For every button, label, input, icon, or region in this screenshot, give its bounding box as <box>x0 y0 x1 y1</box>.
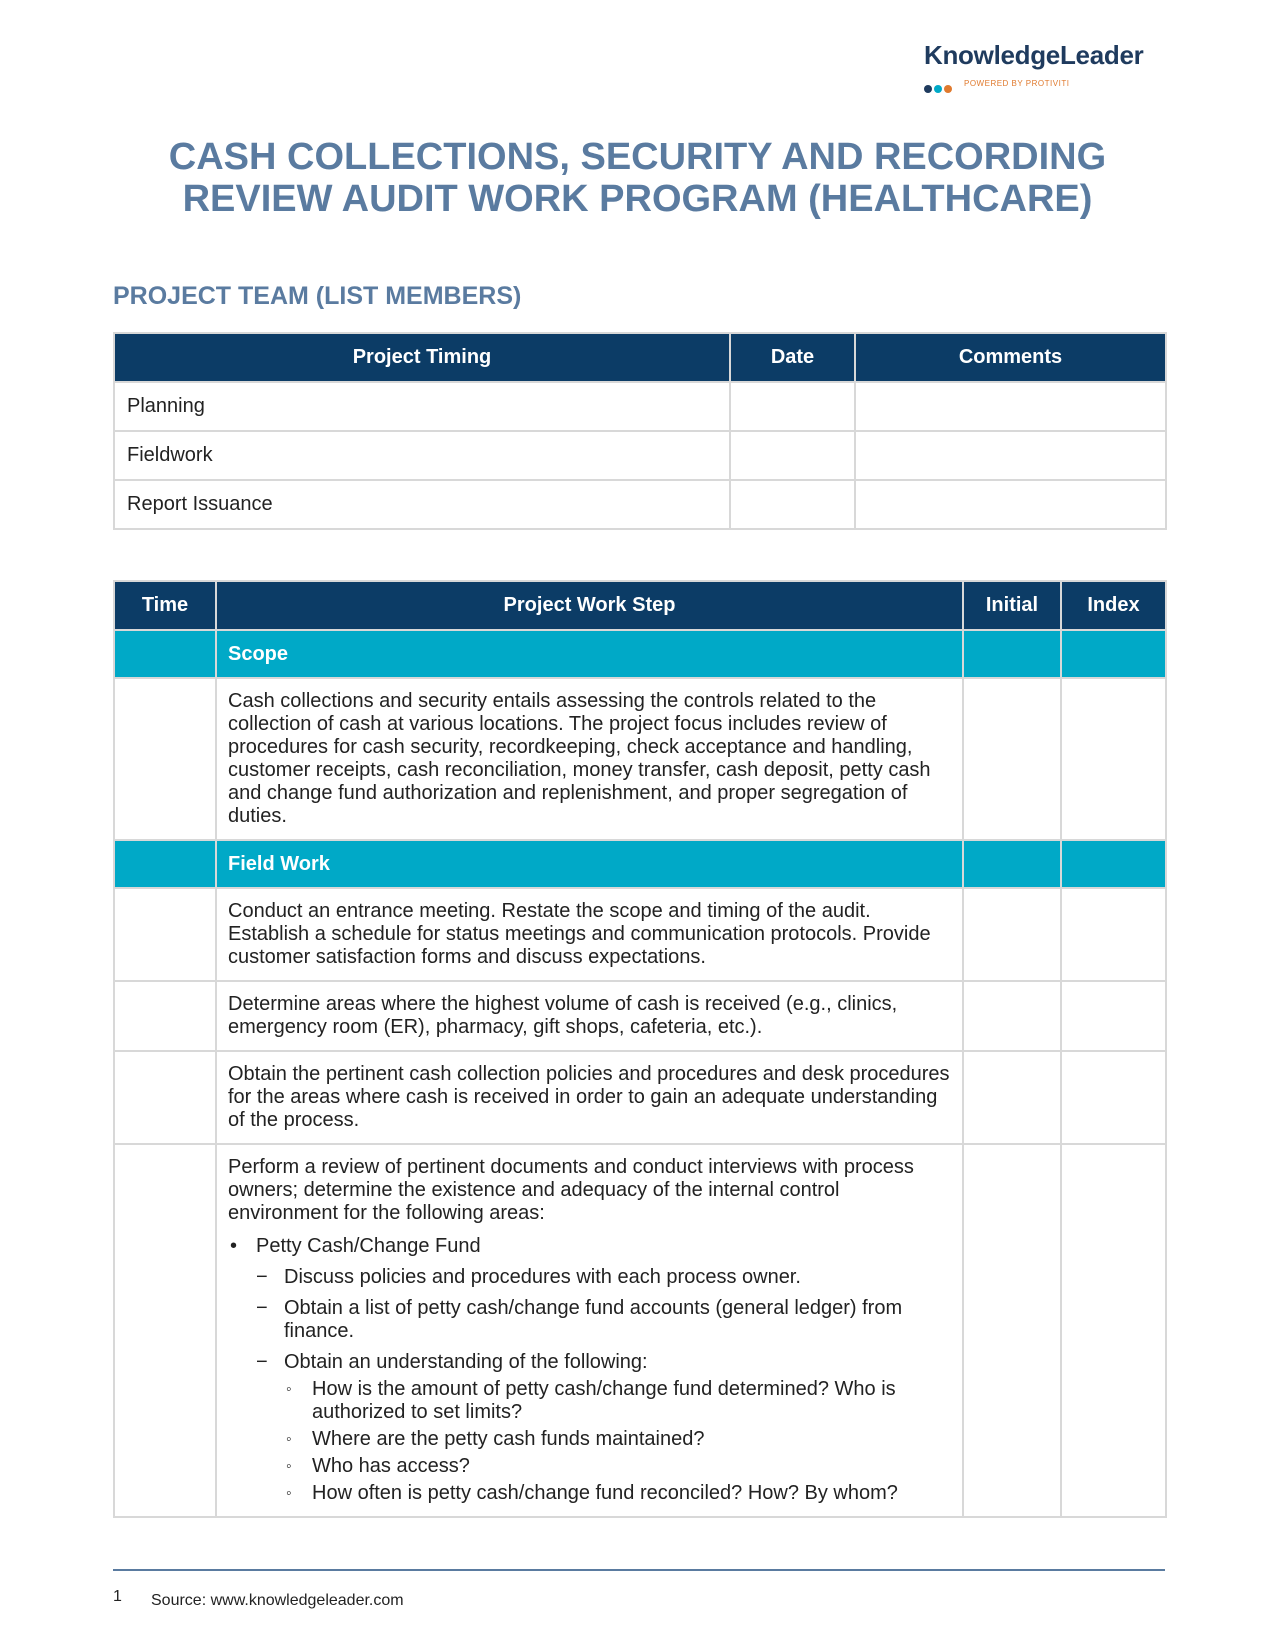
work-step-row <box>114 1144 1166 1517</box>
work-step-text: Determine areas where the highest volume of cash is received (e.g., clinics, emergency room (ER), pharmacy, gift shops, cafeteria, etc.). <box>216 981 963 1051</box>
review-bullet-list <box>228 1235 952 1505</box>
logo-tagline: POWERED BY PROTIVITI <box>964 79 1070 88</box>
header-project-work-step: Project Work Step <box>216 581 963 630</box>
work-step-text: Conduct an entrance meeting. Restate the scope and timing of the audit. Establish a schedule for status meetings and communication protocols. Provide customer satisfaction forms and discuss expectations. <box>216 888 963 981</box>
knowledgeleader-logo <box>924 40 1164 96</box>
timing-comments-cell[interactable] <box>855 382 1166 431</box>
header-date: Date <box>730 333 855 382</box>
question-list <box>284 1378 952 1505</box>
work-header-row <box>114 581 1166 630</box>
timing-date-cell[interactable] <box>730 480 855 529</box>
time-cell[interactable] <box>114 678 216 840</box>
project-timing-table <box>113 332 1167 530</box>
list-item <box>228 1235 952 1505</box>
list-item <box>256 1351 952 1505</box>
time-cell[interactable] <box>114 981 216 1051</box>
fieldwork-section-row <box>114 840 1166 888</box>
review-step-intro: Perform a review of pertinent documents and conduct interviews with process owners; determine the existence and adequacy of the internal control environment for the following areas: <box>228 1156 914 1224</box>
list-item <box>256 1266 952 1289</box>
time-cell[interactable] <box>114 888 216 981</box>
index-cell[interactable] <box>1061 1051 1166 1144</box>
work-step-row <box>114 981 1166 1051</box>
work-program-table <box>113 580 1167 1518</box>
question-text: How often is petty cash/change fund reconciled? How? By whom? <box>312 1482 898 1504</box>
work-step-row <box>114 1051 1166 1144</box>
time-cell[interactable] <box>114 1051 216 1144</box>
list-item <box>256 1297 952 1343</box>
header-initial: Initial <box>963 581 1061 630</box>
index-cell[interactable] <box>1061 678 1166 840</box>
question-text: Where are the petty cash funds maintained? <box>312 1428 705 1450</box>
timing-row <box>114 382 1166 431</box>
time-cell[interactable] <box>114 1144 216 1517</box>
fieldwork-label: Field Work <box>216 840 963 888</box>
initial-cell[interactable] <box>963 1051 1061 1144</box>
timing-label: Planning <box>114 382 730 431</box>
initial-cell[interactable] <box>963 888 1061 981</box>
timing-date-cell[interactable] <box>730 382 855 431</box>
logo-wordmark: KnowledgeLeader <box>924 40 1144 70</box>
work-step-row <box>114 888 1166 981</box>
work-step-text: Obtain the pertinent cash collection policies and procedures and desk procedures for the areas where cash is received in order to gain an adequate understanding of the process. <box>216 1051 963 1144</box>
title-line-2: REVIEW AUDIT WORK PROGRAM (HEALTHCARE) <box>182 178 1093 220</box>
footer-page-number: 1 <box>113 1588 122 1605</box>
logo-dots-icon <box>924 80 954 98</box>
timing-row <box>114 431 1166 480</box>
timing-row <box>114 480 1166 529</box>
timing-header-row <box>114 333 1166 382</box>
scope-section-row <box>114 630 1166 678</box>
timing-comments-cell[interactable] <box>855 480 1166 529</box>
sub-item-text: Discuss policies and procedures with each process owner. <box>284 1266 801 1288</box>
sub-item-text: Obtain an understanding of the following: <box>284 1351 648 1373</box>
bullet-petty-cash: Petty Cash/Change Fund <box>256 1235 481 1257</box>
initial-cell[interactable] <box>963 1144 1061 1517</box>
question-text: How is the amount of petty cash/change fund determined? Who is authorized to set limits? <box>312 1378 896 1423</box>
project-team-heading: PROJECT TEAM (LIST MEMBERS) <box>113 282 522 310</box>
header-index: Index <box>1061 581 1166 630</box>
document-title <box>0 136 1275 220</box>
scope-text: Cash collections and security entails assessing the controls related to the collection of cash at various locations. The project focus includes review of procedures for cash security, recordkeeping, check acceptance and handling, customer receipts, cash reconciliation, money transfer, cash deposit, petty cash and change fund authorization and replenishment, and proper segregation of duties. <box>216 678 963 840</box>
list-item <box>284 1482 952 1505</box>
header-time: Time <box>114 581 216 630</box>
question-text: Who has access? <box>312 1455 470 1477</box>
scope-label: Scope <box>216 630 963 678</box>
index-cell[interactable] <box>1061 1144 1166 1517</box>
list-item <box>284 1455 952 1478</box>
footer-source: Source: www.knowledgeleader.com <box>151 1592 404 1609</box>
work-step-row <box>114 678 1166 840</box>
header-project-timing: Project Timing <box>114 333 730 382</box>
header-comments: Comments <box>855 333 1166 382</box>
timing-date-cell[interactable] <box>730 431 855 480</box>
list-item <box>284 1428 952 1451</box>
review-step <box>216 1144 963 1517</box>
index-cell[interactable] <box>1061 888 1166 981</box>
sub-item-list <box>256 1266 952 1505</box>
index-cell[interactable] <box>1061 981 1166 1051</box>
initial-cell[interactable] <box>963 678 1061 840</box>
list-item <box>284 1378 952 1424</box>
timing-comments-cell[interactable] <box>855 431 1166 480</box>
footer-divider <box>113 1569 1165 1571</box>
title-line-1: CASH COLLECTIONS, SECURITY AND RECORDING <box>168 136 1107 178</box>
initial-cell[interactable] <box>963 981 1061 1051</box>
timing-label: Report Issuance <box>114 480 730 529</box>
timing-label: Fieldwork <box>114 431 730 480</box>
sub-item-text: Obtain a list of petty cash/change fund accounts (general ledger) from finance. <box>284 1297 903 1342</box>
